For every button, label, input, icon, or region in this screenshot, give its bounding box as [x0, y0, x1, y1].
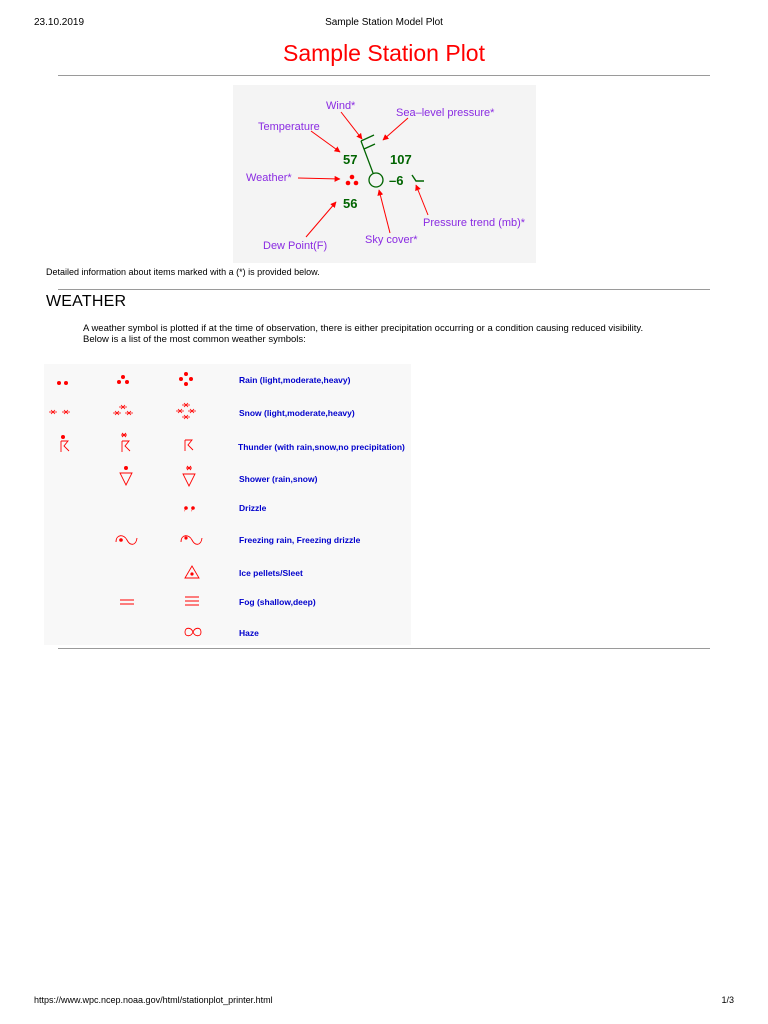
label-dew-point: Dew Point(F)	[263, 240, 328, 252]
symbol-label-snow: Snow (light,moderate,heavy)	[239, 408, 355, 418]
symbol-label-haze: Haze	[239, 628, 259, 638]
snow-heavy-icon	[176, 403, 196, 419]
print-date: 23.10.2019	[34, 17, 85, 28]
shower-snow-icon	[183, 466, 195, 486]
symbol-label-freezing: Freezing rain, Freezing drizzle	[239, 535, 361, 545]
ice-pellets-icon	[185, 566, 199, 578]
pressure-trend-icon	[412, 175, 424, 181]
station-plot-diagram	[233, 85, 536, 263]
symbol-label-shower: Shower (rain,snow)	[239, 474, 318, 484]
fog-shallow-icon	[120, 600, 134, 604]
label-wind: Wind*	[326, 100, 356, 112]
weather-description-line-1: A weather symbol is plotted if at the time of observation, there is either precipitation occurring or a condition causing reduced visibility.	[83, 323, 644, 334]
rain-moderate-icon	[117, 375, 129, 384]
thunder-rain-icon	[61, 435, 69, 452]
weather-rain-icon	[346, 175, 359, 186]
symbol-label-drizzle: Drizzle	[239, 503, 267, 513]
weather-heading: WEATHER	[46, 293, 127, 310]
snow-light-icon	[49, 410, 70, 414]
divider	[58, 289, 710, 290]
symbol-label-rain: Rain (light,moderate,heavy)	[239, 375, 351, 385]
weather-symbols-table	[44, 364, 411, 645]
symbol-label-fog: Fog (shallow,deep)	[239, 597, 316, 607]
snow-moderate-icon	[113, 405, 133, 415]
value-dew-point: 56	[343, 196, 358, 211]
value-temperature: 57	[343, 152, 358, 167]
label-sky-cover: Sky cover*	[365, 234, 418, 246]
station-plot-svg	[233, 85, 536, 263]
weather-description-line-2: Below is a list of the most common weather symbols:	[83, 334, 306, 345]
divider	[58, 75, 710, 76]
weather-symbols-svg	[44, 364, 411, 645]
freezing-drizzle-icon	[181, 536, 202, 545]
value-pressure-trend: –6	[389, 173, 404, 188]
thunder-snow-icon	[121, 433, 130, 452]
rain-heavy-icon	[179, 372, 193, 386]
sky-cover-circle-icon	[369, 173, 383, 187]
thunder-icon	[185, 440, 193, 451]
drizzle-icon	[184, 506, 195, 512]
rain-light-icon	[57, 381, 68, 385]
divider	[58, 648, 710, 649]
page-title: Sample Station Plot	[282, 40, 485, 66]
label-pressure-trend: Pressure trend (mb)*	[423, 217, 526, 229]
label-temperature: Temperature	[258, 121, 320, 133]
print-footer-url: https://www.wpc.ncep.noaa.gov/html/stationplot_printer.html	[34, 995, 273, 1005]
label-sea-level-pressure: Sea–level pressure*	[396, 107, 495, 119]
haze-icon	[185, 628, 201, 636]
print-page-number: 1/3	[721, 995, 734, 1005]
detail-note: Detailed information about items marked with a (*) is provided below.	[46, 267, 320, 277]
label-weather: Weather*	[246, 172, 292, 184]
symbol-label-ice-pellets: Ice pellets/Sleet	[239, 568, 303, 578]
symbol-label-thunder: Thunder (with rain,snow,no precipitation)	[238, 442, 405, 452]
freezing-rain-icon	[116, 536, 137, 545]
value-pressure: 107	[390, 152, 412, 167]
weather-description	[83, 323, 683, 345]
fog-deep-icon	[185, 597, 199, 605]
shower-rain-icon	[120, 466, 132, 485]
print-header-title: Sample Station Model Plot	[325, 17, 443, 28]
